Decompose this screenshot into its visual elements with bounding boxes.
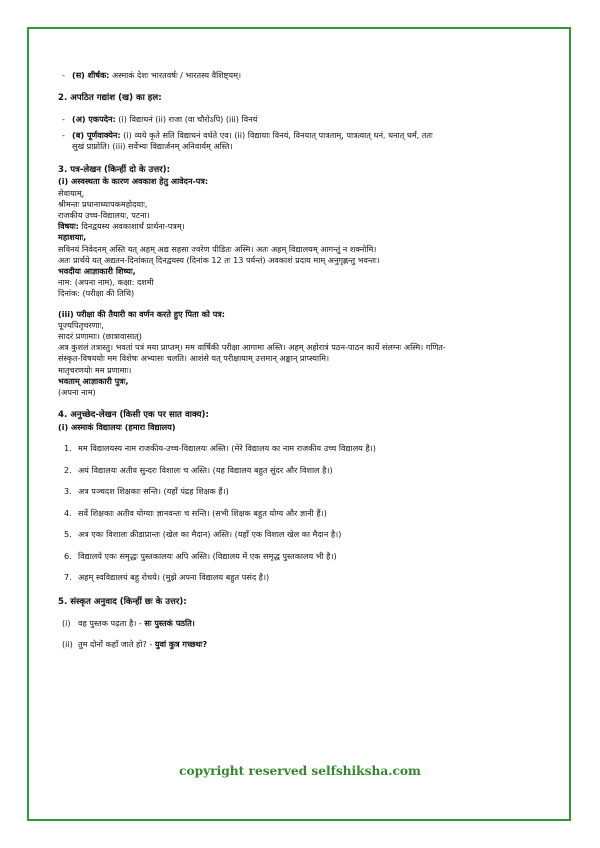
list-item: (i) वह पुस्तक पढ़ता है। - सः पुस्तकं पठति। <box>62 617 195 628</box>
letter-body: अतः प्रार्थये यत् अद्यतन-दिनांकात् दिनद्वयस्य (दिनांक 12 तः 13 पर्यन्तं) अवकाशं प्रदाय माम् अनुगृह्णन्तु भवन्तः। <box>58 254 380 265</box>
list-item: 3. अत्र पञ्चदश शिक्षकाः सन्ति। (यहाँ पंद्रह शिक्षक हैं।) <box>64 486 229 497</box>
letter-body: मातृचरणयोः मम प्रणामाः। <box>58 364 132 375</box>
list-item: 7. अहम् स्वविद्यालयं बहु रोचये। (मुझे अपना विद्यालय बहुत पसंद है।) <box>64 572 270 583</box>
copyright-notice: copyright reserved selfshiksha.com <box>179 764 421 778</box>
list-item-continuation: सुखं प्राप्नोति। (iii) सर्वेभ्यः विद्यार्जनम् अनिवार्यम् अस्ति। <box>72 141 233 152</box>
list-item: 5. अत्र एकः विशालः क्रीडाप्रान्तः (खेल का मैदान) अस्ति। (यहाँ एक विशाल खेल का मैदान है।) <box>64 529 342 540</box>
letter-body: सविनयं निवेदनम् अस्ति यत् अहम् अद्य सहसा ज्वरेण पीडितः अस्मि। अतः अहम् विद्यालयम् आगन्तुं न शक्नोमि। <box>58 243 377 254</box>
letter-title: (iii) परीक्षा की तैयारी का वर्णन करते हुए पिता को पत्र: <box>58 308 226 319</box>
letter-line: श्रीमन्तः प्रधानाध्यापकमहोदयाः, <box>58 198 148 209</box>
section-heading: 3. पत्र-लेखन (किन्हीं दो के उत्तर): <box>58 164 171 175</box>
paragraph-title: (i) अस्माकं विद्यालयः (हमारा विद्यालय) <box>58 422 176 433</box>
letter-line: दिनांक: (परीक्षा की तिथि) <box>58 288 135 299</box>
letter-line: सेवायाम्, <box>58 187 85 198</box>
letter-line: (अपना नाम) <box>58 387 96 398</box>
letter-line: नाम: (अपना नाम), कक्षा: दशमी <box>58 277 154 288</box>
list-item: - (स) शीर्षक: अस्माकं देशः भारतवर्षः / भारतस्य वैशिष्ट्यम्। <box>58 70 558 81</box>
document-body <box>58 70 558 659</box>
letter-closing: भवदीयः आज्ञाकारी शिष्यः, <box>58 266 136 277</box>
section-heading: 5. संस्कृत अनुवाद (किन्हीं छः के उत्तर): <box>58 596 187 607</box>
letter-salutation: महाशयाः, <box>58 232 87 243</box>
list-item: (ii) तुम दोनों कहाँ जाते हो? - युवां कुत्र गच्छथः? <box>62 638 208 649</box>
section-heading: 2. अपठित गद्यांश (ख) का हल: <box>58 93 162 104</box>
letter-line: पूज्यपितृचरणाः, <box>58 319 104 330</box>
list-item: - (अ) एकपदेन: (i) विद्याधनं (ii) राजा (वा चौरोऽपि) (iii) विनयं <box>58 114 558 125</box>
section-heading: 4. अनुच्छेद-लेखन (किसी एक पर सात वाक्य): <box>58 410 209 421</box>
letter-closing: भवताम् आज्ञाकारी पुत्रः, <box>58 375 129 386</box>
letter-subject: विषयः: दिनद्वयस्य अवकाशार्थं प्रार्थना-पत्रम्। <box>58 221 185 232</box>
list-item: 2. अयं विद्यालयः अतीव सुन्दरः विशालः च अस्ति। (यह विद्यालय बहुत सुंदर और विशाल है।) <box>64 464 333 475</box>
letter-title: (i) अस्वस्थता के कारण अवकाश हेतु आवेदन-पत्र: <box>58 176 209 187</box>
letter-body: अत्र कुशलं तत्रास्तु। भवतां पत्रं मया प्राप्तम्। मम वार्षिकी परीक्षा आगामा अस्ति। अहम् अहोरात्रं पठन-पाठन कार्ये संलग्नः अस्मि। गणित- <box>58 342 446 353</box>
list-item: 4. सर्वे शिक्षकाः अतीव योग्याः ज्ञानवन्तः च सन्ति। (सभी शिक्षक बहुत योग्य और ज्ञानी हैं।) <box>64 507 327 518</box>
list-item: 1. मम विद्यालयस्य नाम राजकीय-उच्च-विद्यालयः अस्ति। (मेरे विद्यालय का नाम राजकीय उच्च विद्यालय है।) <box>64 443 376 454</box>
letter-line: राजकीय उच्च-विद्यालयः, पटना। <box>58 210 150 221</box>
letter-line: सादरं प्रणामाः। (छात्रावासात्) <box>58 331 142 342</box>
list-item: - (ब) पूर्णवाक्येन: (i) व्यये कृते सति विद्याधनं वर्धते एव। (ii) विद्यायाः विनयं, विनयात् पात्रताम्, पात्रत्वात् धनं, धनात् धर्मं, ततः <box>58 130 558 141</box>
list-item: 6. विद्यालये एकः समृद्धः पुस्तकालयः अपि अस्ति। (विद्यालय में एक समृद्ध पुस्तकालय भी है।) <box>64 550 337 561</box>
letter-body: संस्कृत-विषययोः मम विशेषः अभ्यासः चलति। आशंसे यत् परीक्षायाम् उत्तमान् अङ्कान् प्राप्स्यामि। <box>58 353 330 364</box>
